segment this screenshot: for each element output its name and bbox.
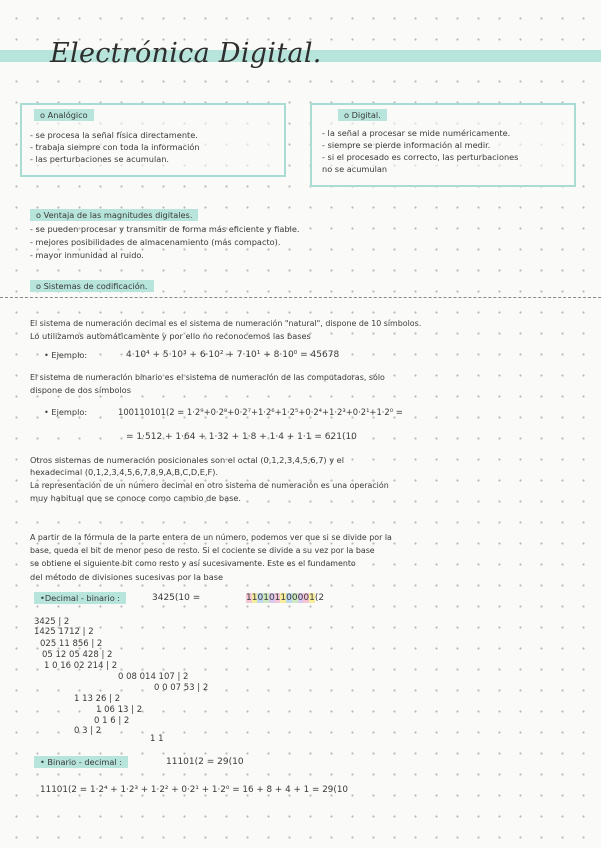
division-row: 0 08 014 107 | 2 [118,672,189,682]
ventajas-line: - mayor inmunidad al ruido. [30,250,144,260]
binario-line: dispone de dos símbolos [30,385,131,395]
sistemas-heading: o Sistemas de codificación. [30,280,154,292]
division-row: 1 13 26 | 2 [74,694,121,704]
division-row: 0 0 07 53 | 2 [154,683,209,693]
bit: 0 [257,593,264,603]
division-staircase [34,616,414,736]
otros-line: La representación de un número decimal en otro sistema de numeración es una operación [30,481,389,490]
bin-dec-value: 11101(2 = 29(10 [166,757,244,767]
bit: 1 [246,593,252,603]
ejemplo2-result: = 1·512 + 1·64 + 1·32 + 1·8 + 1·4 + 1·1 = 621(10 [126,432,357,442]
digital-line: no se acumulan [322,164,388,174]
analogico-line: - trabaja siempre con toda la información [30,142,200,152]
ventajas-heading: o Ventaja de las magnitudes digitales. [30,209,198,221]
bit: 0 [303,593,310,603]
bit: 0 [286,593,292,603]
formula-line: se obtiene el siguiente bit como resto y así sucesivamente. Este es el fundamento [30,559,356,568]
otros-line: muy habitual que se conoce como cambio de base. [30,493,242,503]
ventajas-line: - se pueden procesar y transmitir de forma más eficiente y fiable. [30,224,300,234]
binario-line: El sistema de numeración binario es el sistema de numeración de las computadoras, sólo [30,373,385,382]
division-row: 1425 1712 | 2 [34,627,94,637]
bin-dec-label: • Binario - decimal : [34,756,128,768]
division-last-row: 1 1 [150,734,164,744]
dec-bin-bits [246,592,324,604]
bit: 0 [291,593,298,603]
division-row: 0 3 | 2 [74,726,102,736]
decimal-line: Lo utilizamos automáticamente y por ello no reconocemos las bases [30,331,311,341]
digital-line: - siempre se pierde información al medir. [322,140,491,150]
division-row: 1 06 13 | 2 [96,705,143,715]
bit: 0 [297,593,304,603]
bit: 1 [280,593,287,603]
division-row: 025 11 856 | 2 [40,639,103,649]
ejemplo1-expr: 4·10⁴ + 5·10³ + 6·10² + 7·10¹ + 8·10⁰ = 45678 [126,350,340,360]
ejemplo2-expr: 100110101(2 = 1·2⁹+0·2⁸+0·2⁷+1·2⁶+1·2⁵+0·2⁴+1·2³+0·2¹+1·2⁰ = [118,407,403,417]
bit: 0 [268,593,275,603]
ejemplo1-label: • Ejemplo: [44,350,88,360]
division-row: 3425 | 2 [34,617,70,627]
formula-line: del método de divisiones sucesivas por la base [30,572,224,582]
analogico-line: - las perturbaciones se acumulan. [30,154,170,164]
bit: 1 [274,593,281,603]
division-row: 0 1 6 | 2 [94,716,130,726]
dec-bin-label: •Decimal - binario : [34,592,126,604]
digital-box [310,103,576,187]
analogico-box [20,103,286,177]
analogico-heading: o Analógico [34,109,94,121]
ejemplo2-label: • Ejemplo: [44,407,88,417]
digital-heading: o Digital. [338,109,387,121]
ventajas-line: - mejores posibilidades de almacenamiento (más compacto). [30,237,281,247]
digital-line: - si el procesado es correcto, las perturbaciones [322,152,519,162]
page-title: Electrónica Digital. [50,38,322,69]
division-row: 1 0 16 02 214 | 2 [44,661,118,671]
digital-line: - la señal a procesar se mide numéricamente. [322,128,511,138]
otros-line: hexadecimal (0,1,2,3,4,5,6,7,8,9,A,B,C,D,E,F). [30,467,219,477]
formula-line: A partir de la fórmula de la parte entera de un número, podemos ver que si se divide por la [30,533,392,542]
base-suffix: (2 [314,593,325,603]
decimal-line: El sistema de numeración decimal es el sistema de numeración "natural", dispone de 10 símbolos. [30,319,422,328]
bit: 1 [251,593,258,603]
bin-dec-expr: 11101(2 = 1·2⁴ + 1·2³ + 1·2² + 0·2¹ + 1·2⁰ = 16 + 8 + 4 + 1 = 29(10 [40,785,349,795]
bit: 1 [263,593,269,603]
division-row: 05 12 05 428 | 2 [42,650,113,660]
bit: 1 [309,593,315,603]
dec-bin-value: 3425(10 = [152,593,201,603]
formula-line: base, queda el bit de menor peso de resto. Si el cociente se divide a su vez por la base [30,546,375,555]
analogico-line: - se procesa la señal física directamente. [30,130,198,140]
section-divider [0,297,601,298]
otros-line: Otros sistemas de numeración posicionales son el octal (0,1,2,3,4,5,6,7) y el [30,455,344,465]
